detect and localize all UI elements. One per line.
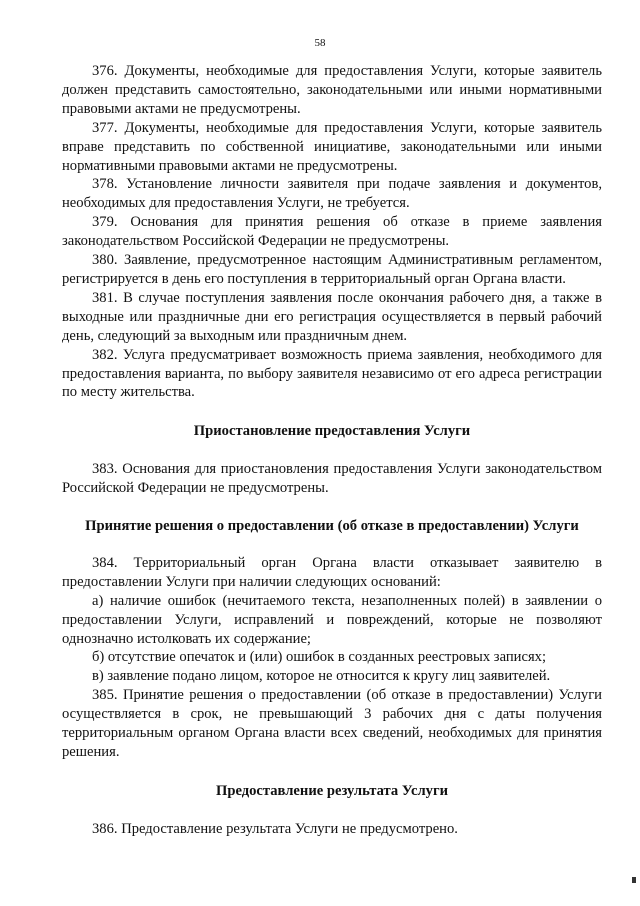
page-number: 58 <box>314 37 326 49</box>
paragraph-381: 381. В случае поступления заявления после окончания рабочего дня, а также в выходные или праздничные дни его регистрация осуществляется в первый рабочий день, следующий за выходным или праздничным днем. <box>62 289 602 344</box>
paragraph-383: 383. Основания для приостановления предоставления Услуги законодательством Российской Федерации не предусмотрены. <box>62 461 602 497</box>
paragraph-379: 379. Основания для принятия решения об отказе в приеме заявления законодательством Российской Федерации не предусмотрены. <box>62 214 602 250</box>
paragraph-385: 385. Принятие решения о предоставлении (об отказе в предоставлении) Услуги осуществляется в срок, не превышающий 3 рабочих дня с даты получения территориальным органом Органа власти всех сведений, необходимых для принятия решения. <box>62 687 602 760</box>
paragraph-382: 382. Услуга предусматривает возможность приема заявления, необходимого для предоставления варианта, по выбору заявителя независимо от его адреса регистрации по месту жительства. <box>62 346 602 401</box>
paragraph-377: 377. Документы, необходимые для предоставления Услуги, которые заявитель вправе представить по собственной инициативе, законодательными или иными нормативными правовыми актами не предусмотрены. <box>62 119 602 174</box>
section-heading-decision: Принятие решения о предоставлении (об отказе в предоставлении) Услуги <box>85 518 579 535</box>
document-body <box>62 62 602 839</box>
paragraph-380: 380. Заявление, предусмотренное настоящим Административным регламентом, регистрируется в день его поступления в территориальный орган Органа власти. <box>62 252 602 287</box>
paragraph-384: 384. Территориальный орган Органа власти отказывает заявителю в предоставлении Услуги при наличии следующих оснований: <box>62 554 602 590</box>
scan-edge-mark <box>632 877 636 883</box>
section-heading-suspension: Приостановление предоставления Услуги <box>193 423 471 440</box>
list-item-a: а) наличие ошибок (нечитаемого текста, незаполненных полей) в заявлении о предоставлении Услуги, исправлений и повреждений, которые не позволяют однозначно истолковать их содержание; <box>62 592 602 647</box>
section-heading-result: Предоставление результата Услуги <box>216 782 448 799</box>
paragraph-378: 378. Установление личности заявителя при подаче заявления и документов, необходимых для предоставления Услуги, не требуется. <box>62 176 602 212</box>
list-item-c: в) заявление подано лицом, которое не относится к кругу лиц заявителей. <box>92 668 551 685</box>
paragraph-386: 386. Предоставление результата Услуги не предусмотрено. <box>92 820 458 837</box>
paragraph-376: 376. Документы, необходимые для предоставления Услуги, которые заявитель должен представить самостоятельно, законодательными или иными нормативными правовыми актами не предусмотрены. <box>62 63 602 117</box>
list-item-b: б) отсутствие опечаток и (или) ошибок в созданных реестровых записях; <box>92 649 547 666</box>
